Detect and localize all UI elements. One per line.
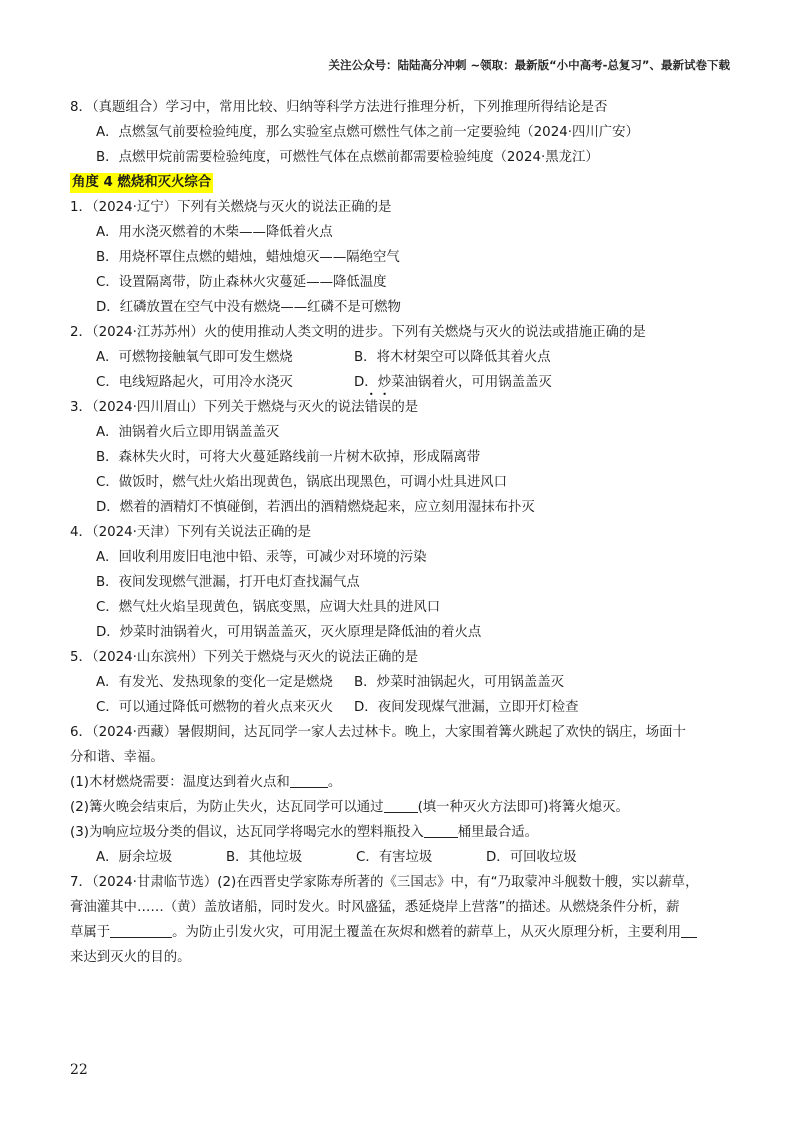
- section-question-5-stem: 5．（2024·山东滨州）下列关于燃烧与灭火的说法正确的是: [70, 650, 419, 665]
- section-question-4-option-d: D．炒菜时油锅着火，可用锅盖盖灭，灭火原理是降低油的着火点: [96, 625, 482, 640]
- section-question-6-stem-line-2: 分和谐、幸福。: [70, 750, 164, 765]
- section-question-3-stem-text: 3．（2024·四川眉山）下列关于燃烧与灭火的说法: [70, 400, 365, 415]
- section-question-6-option-b: B．其他垃圾: [226, 850, 303, 865]
- section-question-1-option-b: B．用烧杯罩住点燃的蜡烛，蜡烛熄灭——隔绝空气: [96, 250, 400, 265]
- answer-blank: [424, 822, 458, 838]
- section-question-1-option-c: C．设置隔离带，防止森林火灾蔓延——降低温度: [96, 275, 387, 290]
- part-1-end: 。: [327, 775, 342, 790]
- page-header: 关注公众号：陆陆高分冲刺 ~领取：最新版“小中高考-总复习”、最新试卷下载: [328, 58, 730, 72]
- section-question-4-option-a: A．回收利用废旧电池中铅、汞等，可减少对环境的污染: [96, 550, 427, 565]
- section-question-6-options: [70, 845, 730, 870]
- section-question-5-option-a: A．有发光、发热现象的变化一定是燃烧: [96, 675, 333, 690]
- question-8-option-a: A．点燃氢气前要检验纯度，那么实验室点燃可燃性气体之前一定要验纯（2024·四川广安）: [96, 125, 639, 140]
- section-question-2-options-row-2: [70, 370, 730, 395]
- section-question-1-stem: 1．（2024·辽宁）下列有关燃烧与灭火的说法正确的是: [70, 200, 392, 215]
- section-question-7-line-3: [70, 920, 730, 945]
- section-question-1-option-a: A．用水浇灭燃着的木柴——降低着火点: [96, 225, 333, 240]
- section-question-2-option-a: A．可燃物接触氧气即可发生燃烧: [96, 350, 293, 365]
- answer-blank: [290, 772, 328, 788]
- section-question-6-option-d: D．可回收垃圾: [486, 850, 577, 865]
- question-8-option-b: B．点燃甲烷前需要检验纯度，可燃性气体在点燃前都需要检验纯度（2024·黑龙江）: [96, 150, 599, 165]
- section-question-6-stem-line-1: 6．（2024·西藏）暑假期间，达瓦同学一家人去过林卡。晚上，大家围着篝火跳起了欢快的锅庄，场面十: [70, 725, 686, 740]
- section-question-5-option-d: D．夜间发现煤气泄漏，立即开灯检查: [354, 700, 579, 715]
- section-question-3-option-a: A．油锅着火后立即用锅盖盖灭: [96, 425, 280, 440]
- section-question-3-option-b: B．森林失火时，可将大火蔓延路线前一片树木砍掉，形成隔离带: [96, 450, 481, 465]
- section-question-5-option-b: B．炒菜时油锅起火，可用锅盖盖灭: [354, 675, 565, 690]
- question-8-stem: 8．（真题组合）学习中，常用比较、归纳等科学方法进行推理分析，下列推理所得结论是否: [70, 100, 608, 115]
- emphasis-char-2: 误: [377, 400, 392, 415]
- section-question-5-options-row-2: [70, 695, 730, 720]
- section-question-5-options-row-1: [70, 670, 730, 695]
- section-question-4-option-b: B．夜间发现燃气泄漏，打开电灯查找漏气点: [96, 575, 360, 590]
- section-question-3-stem: [70, 395, 730, 420]
- emphasis-char-1: 错: [364, 400, 378, 415]
- section-question-6-option-c: C．有害垃圾: [356, 850, 433, 865]
- section-question-7-line-4: 来达到灭火的目的。: [70, 950, 191, 965]
- section-question-1-option-d: D．红磷放置在空气中没有燃烧——红磷不是可燃物: [96, 300, 401, 315]
- section-question-3-option-d: D．燃着的酒精灯不慎碰倒，若洒出的酒精燃烧起来，应立刻用湿抹布扑灭: [96, 500, 535, 515]
- section-question-6-part-2: [70, 795, 730, 820]
- section-question-7-line-1: 7．（2024·甘肃临节选）(2)在西晋史学家陈寿所著的《三国志》中，有“乃取蒙冲斗舰数十艘，实以薪草，: [70, 875, 699, 890]
- section-title: 角度 4 燃烧和灭火综合: [70, 173, 213, 193]
- section-heading: [70, 170, 730, 195]
- part-3-end: 桶里最合适。: [457, 825, 539, 840]
- section-question-4-option-c: C．燃气灶火焰呈现黄色，锅底变黑，应调大灶具的进风口: [96, 600, 441, 615]
- section-question-2-options-row-1: [70, 345, 730, 370]
- section-question-6-part-3: [70, 820, 730, 845]
- line-3-middle: 。为防止引发火灾，可用泥土覆盖在灰烬和燃着的薪草上，从灭火原理分析，主要利用: [172, 925, 682, 940]
- part-3-text: (3)为响应垃圾分类的倡议，达瓦同学将喝完水的塑料瓶投入: [70, 825, 424, 840]
- section-question-6-option-a: A．厨余垃圾: [96, 850, 173, 865]
- section-question-3-option-c: C．做饭时，燃气灶火焰出现黄色，锅底出现黑色，可调小灶具进风口: [96, 475, 508, 490]
- section-question-2-option-d: D．炒菜油锅着火，可用锅盖盖灭: [354, 375, 552, 390]
- part-1-text: (1)木材燃烧需要：温度达到着火点和: [70, 775, 290, 790]
- page-number: 22: [70, 1062, 88, 1078]
- section-question-2-option-b: B．将木材架空可以降低其着火点: [354, 350, 551, 365]
- line-3-start: 草属于: [70, 925, 111, 940]
- part-2-text: (2)篝火晚会结束后，为防止失火，达瓦同学可以通过: [70, 800, 384, 815]
- section-question-7-line-2: 膏油灌其中……（黄）盖放诸船，同时发火。时风盛猛，悉延烧岸上营落”的描述。从燃烧条件分析，薪: [70, 900, 680, 915]
- section-question-6-part-1: [70, 770, 730, 795]
- section-question-4-stem: 4．（2024·天津）下列有关说法正确的是: [70, 525, 312, 540]
- answer-blank: [681, 922, 697, 938]
- page-content: [70, 95, 730, 970]
- answer-blank: [384, 797, 418, 813]
- section-question-5-option-c: C．可以通过降低可燃物的着火点来灭火: [96, 700, 333, 715]
- section-question-2-option-c: C．电线短路起火，可用冷水浇灭: [96, 375, 293, 390]
- answer-blank: [110, 922, 172, 938]
- section-question-3-stem-end: 的是: [391, 400, 419, 415]
- section-question-2-stem: 2．（2024·江苏苏州）火的使用推动人类文明的进步。下列有关燃烧与灭火的说法或措施正确的是: [70, 325, 646, 340]
- part-2-end: (填一种灭火方法即可)将篝火熄灭。: [417, 800, 629, 815]
